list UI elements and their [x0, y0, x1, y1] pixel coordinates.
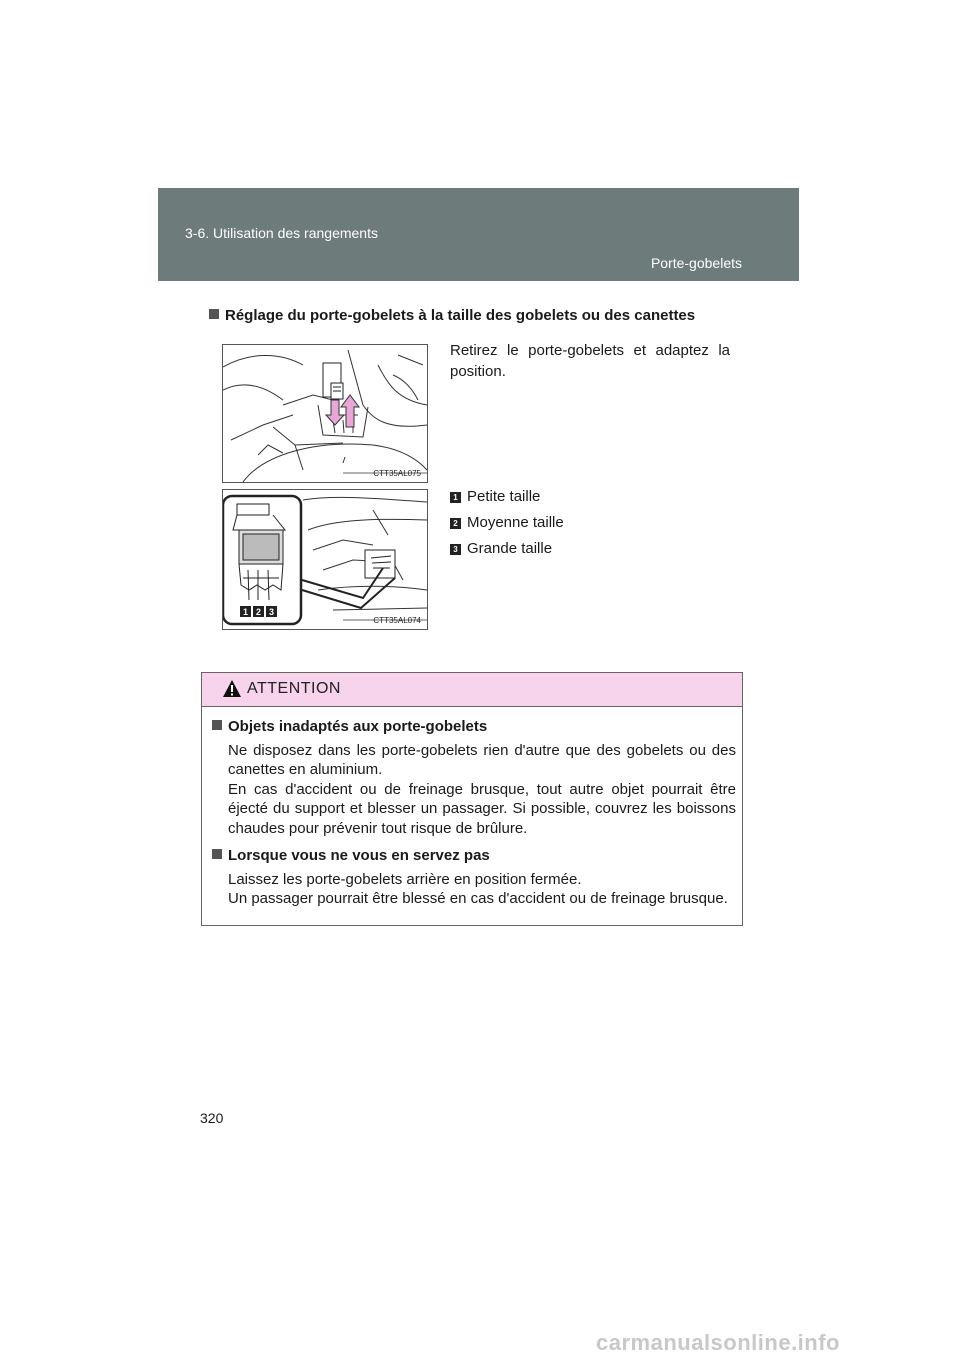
number-badge: 2 [450, 518, 461, 529]
svg-text:2: 2 [255, 607, 262, 617]
list-item: 1 Petite taille [450, 488, 564, 514]
list-item: 2 Moyenne taille [450, 514, 564, 540]
warning-title: ATTENTION [247, 680, 341, 697]
square-bullet-icon [212, 849, 222, 859]
list-item: 3 Grande taille [450, 540, 564, 566]
watermark: carmanualsonline.info [596, 1330, 840, 1355]
figure-size-positions [222, 489, 428, 630]
subheading: Réglage du porte-gobelets à la taille des gobelets ou des canettes [209, 307, 695, 324]
number-badge: 1 [450, 492, 461, 503]
warning-triangle-icon [222, 679, 242, 698]
square-bullet-icon [212, 720, 222, 730]
warning-item-title: Objets inadaptés aux porte-gobelets [212, 717, 736, 737]
instruction-text: Retirez le porte-gobelets et adaptez la position. [450, 342, 730, 380]
svg-text:3: 3 [268, 607, 275, 617]
arrow-down-icon [326, 400, 344, 425]
figure-code: CTT35AL075 [373, 469, 421, 478]
svg-text:1: 1 [242, 607, 249, 617]
topic-title: Porte-gobelets [650, 255, 742, 271]
size-list [450, 488, 564, 566]
warning-item-text: Ne disposez dans les porte-gobelets rien d'autre que des gobelets ou des canettes en aluminium. En cas d'accident ou de freinage brusque, tout autre objet pourrait être éjecté du support et blesser un passager. Si possible, couvrez les boissons chaudes pour prévenir tout risque de brûlure. [228, 741, 736, 837]
illustration-cupholder-removal [223, 345, 427, 482]
warning-body [202, 707, 742, 909]
arrow-up-icon [341, 395, 359, 427]
square-bullet-icon [209, 309, 219, 319]
number-badge: 3 [450, 544, 461, 555]
figure-remove-holder [222, 344, 428, 483]
section-title: 3-6. Utilisation des rangements [185, 225, 378, 241]
page-header [158, 188, 799, 281]
warning-item-text: Laissez les porte-gobelets arrière en position fermée. Un passager pourrait être blessé en cas d'accident ou de freinage brusque. [228, 870, 728, 907]
page-number: 320 [200, 1110, 224, 1126]
illustration-cupholder-sizes [223, 490, 427, 629]
warning-box [201, 672, 743, 926]
figure-code: CTT35AL074 [373, 616, 421, 625]
warning-header [202, 673, 742, 707]
warning-item-title: Lorsque vous ne vous en servez pas [212, 846, 736, 866]
